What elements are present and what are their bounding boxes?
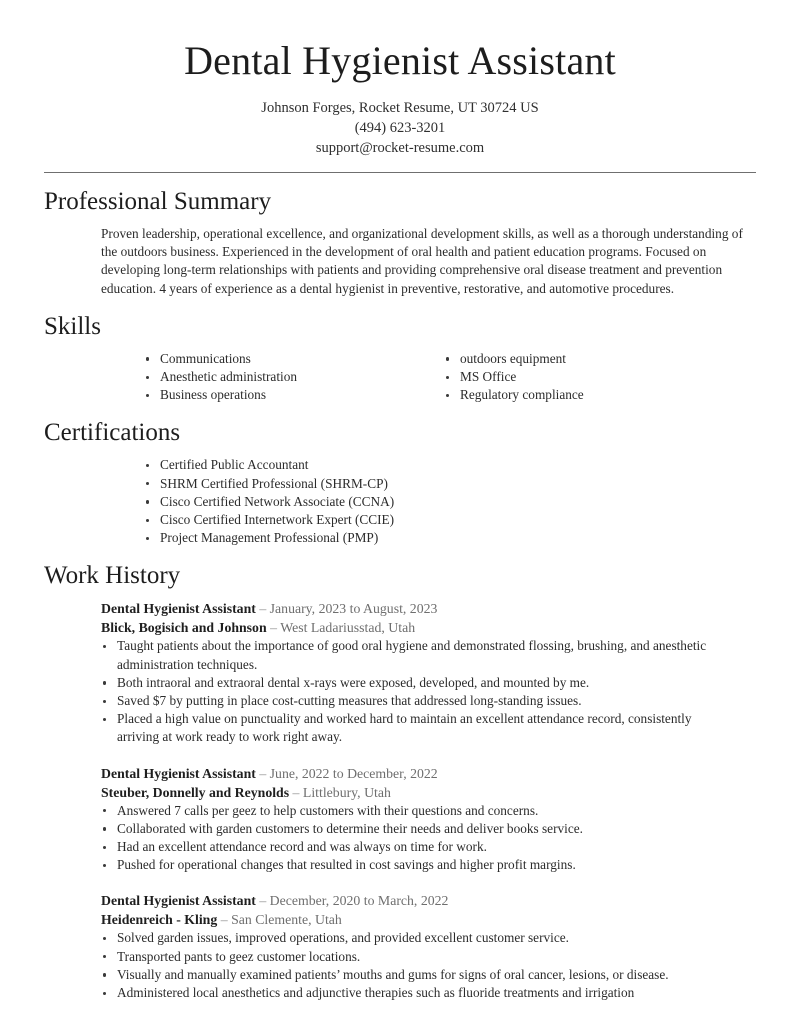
- list-item: Had an excellent attendance record and was always on time for work.: [101, 838, 727, 856]
- work-history-entry: [101, 891, 756, 1002]
- job-location: San Clemente, Utah: [231, 912, 342, 928]
- job-separator: –: [259, 601, 267, 617]
- list-item: Solved garden issues, improved operations, and provided excellent customer service.: [101, 929, 727, 947]
- list-item: Anesthetic administration: [144, 368, 444, 386]
- list-item: Business operations: [144, 386, 444, 404]
- list-item: Regulatory compliance: [444, 386, 744, 404]
- job-title: Dental Hygienist Assistant: [101, 601, 256, 617]
- job-dates: December, 2020 to March, 2022: [269, 893, 449, 909]
- list-item: Answered 7 calls per geez to help customers with their questions and concerns.: [101, 802, 727, 820]
- job-bullet-list: [101, 929, 756, 1002]
- list-item: Pushed for operational changes that resulted in cost savings and higher profit margins.: [101, 856, 727, 874]
- job-company: Heidenreich - Kling: [101, 912, 218, 928]
- contact-address: Johnson Forges, Rocket Resume, UT 30724 US: [261, 100, 539, 116]
- section-heading-summary: Professional Summary: [44, 188, 272, 215]
- list-item: Project Management Professional (PMP): [144, 529, 756, 547]
- list-item: Visually and manually examined patients’ mouths and gums for signs of oral cancer, lesions, or disease.: [101, 966, 727, 984]
- skills-column-right: [444, 350, 744, 405]
- job-company-line: [101, 910, 756, 929]
- job-separator: –: [259, 893, 267, 909]
- job-separator: –: [292, 784, 300, 800]
- job-company: Blick, Bogisich and Johnson: [101, 620, 267, 636]
- list-item: Taught patients about the importance of good oral hygiene and demonstrated flossing, brushing, and anesthetic administration techniques.: [101, 637, 727, 673]
- job-title: Dental Hygienist Assistant: [101, 765, 256, 781]
- job-title-line: [101, 891, 756, 910]
- certifications-list-wrap: [144, 456, 756, 547]
- section-heading-skills: Skills: [44, 312, 101, 340]
- job-location: West Ladariusstad, Utah: [280, 620, 416, 636]
- job-bullet-list: [101, 637, 756, 746]
- list-item: Both intraoral and extraoral dental x-rays were exposed, developed, and mounted by me.: [101, 674, 727, 692]
- contact-phone: (494) 623-3201: [354, 120, 446, 136]
- resume-header: [0, 0, 800, 158]
- summary-paragraph: Proven leadership, operational excellence, and organizational development skills, as well as a thorough understanding of the outdoors business. Experienced in the development of oral health and patient education programs. Focused on developing long-term relationships with patients and providing comprehensive oral disease treatment and prevention education. 4 years of experience as a dental hygienist in preventive, restorative, and automotive procedures.: [101, 226, 743, 296]
- page-title: Dental Hygienist Assistant: [184, 38, 616, 83]
- list-item: MS Office: [444, 368, 744, 386]
- list-item: Cisco Certified Network Associate (CCNA): [144, 493, 756, 511]
- work-history-entry: [101, 599, 756, 746]
- list-item: Cisco Certified Internetwork Expert (CCIE): [144, 511, 756, 529]
- job-separator: –: [220, 912, 228, 928]
- skills-column-left: [144, 350, 444, 405]
- contact-email: support@rocket-resume.com: [315, 140, 485, 156]
- section-heading-work-history: Work History: [44, 562, 181, 590]
- list-item: Transported pants to geez customer locations.: [101, 948, 727, 966]
- list-item: Certified Public Accountant: [144, 456, 756, 474]
- job-dates: January, 2023 to August, 2023: [269, 601, 438, 617]
- job-separator: –: [270, 620, 277, 636]
- skills-list-right: [444, 350, 744, 405]
- list-item: Communications: [144, 350, 444, 368]
- list-item: Saved $7 by putting in place cost-cutting measures that addressed long-standing issues.: [101, 692, 727, 710]
- job-company: Steuber, Donnelly and Reynolds: [101, 784, 290, 800]
- list-item: Collaborated with garden customers to determine their needs and deliver books service.: [101, 820, 727, 838]
- section-skills: [0, 311, 800, 405]
- list-item: outdoors equipment: [444, 350, 744, 368]
- job-title-line: [101, 764, 756, 783]
- job-title-line: [101, 599, 756, 618]
- section-work-history: [0, 560, 800, 1002]
- list-item: Placed a high value on punctuality and worked hard to maintain an excellent attendance record, consistently arriving at work ready to work right away.: [101, 710, 727, 746]
- list-item: SHRM Certified Professional (SHRM-CP): [144, 475, 756, 493]
- job-company-line: [101, 618, 756, 637]
- job-company-line: [101, 783, 756, 802]
- work-history-entry: [101, 764, 756, 875]
- job-location: Littlebury, Utah: [302, 784, 391, 800]
- list-item: Administered local anesthetics and adjunctive therapies such as fluoride treatments and irrigation: [101, 984, 727, 1002]
- job-title: Dental Hygienist Assistant: [101, 893, 256, 909]
- certifications-list: [144, 456, 756, 547]
- job-separator: –: [259, 765, 267, 781]
- job-dates: June, 2022 to December, 2022: [269, 765, 438, 781]
- skills-list-left: [144, 350, 444, 405]
- section-professional-summary: [0, 186, 800, 298]
- header-divider: [44, 172, 756, 173]
- skills-columns: [144, 350, 756, 405]
- work-history-list: [101, 599, 756, 1002]
- job-bullet-list: [101, 802, 756, 875]
- section-certifications: [0, 417, 800, 547]
- section-heading-certifications: Certifications: [44, 419, 181, 447]
